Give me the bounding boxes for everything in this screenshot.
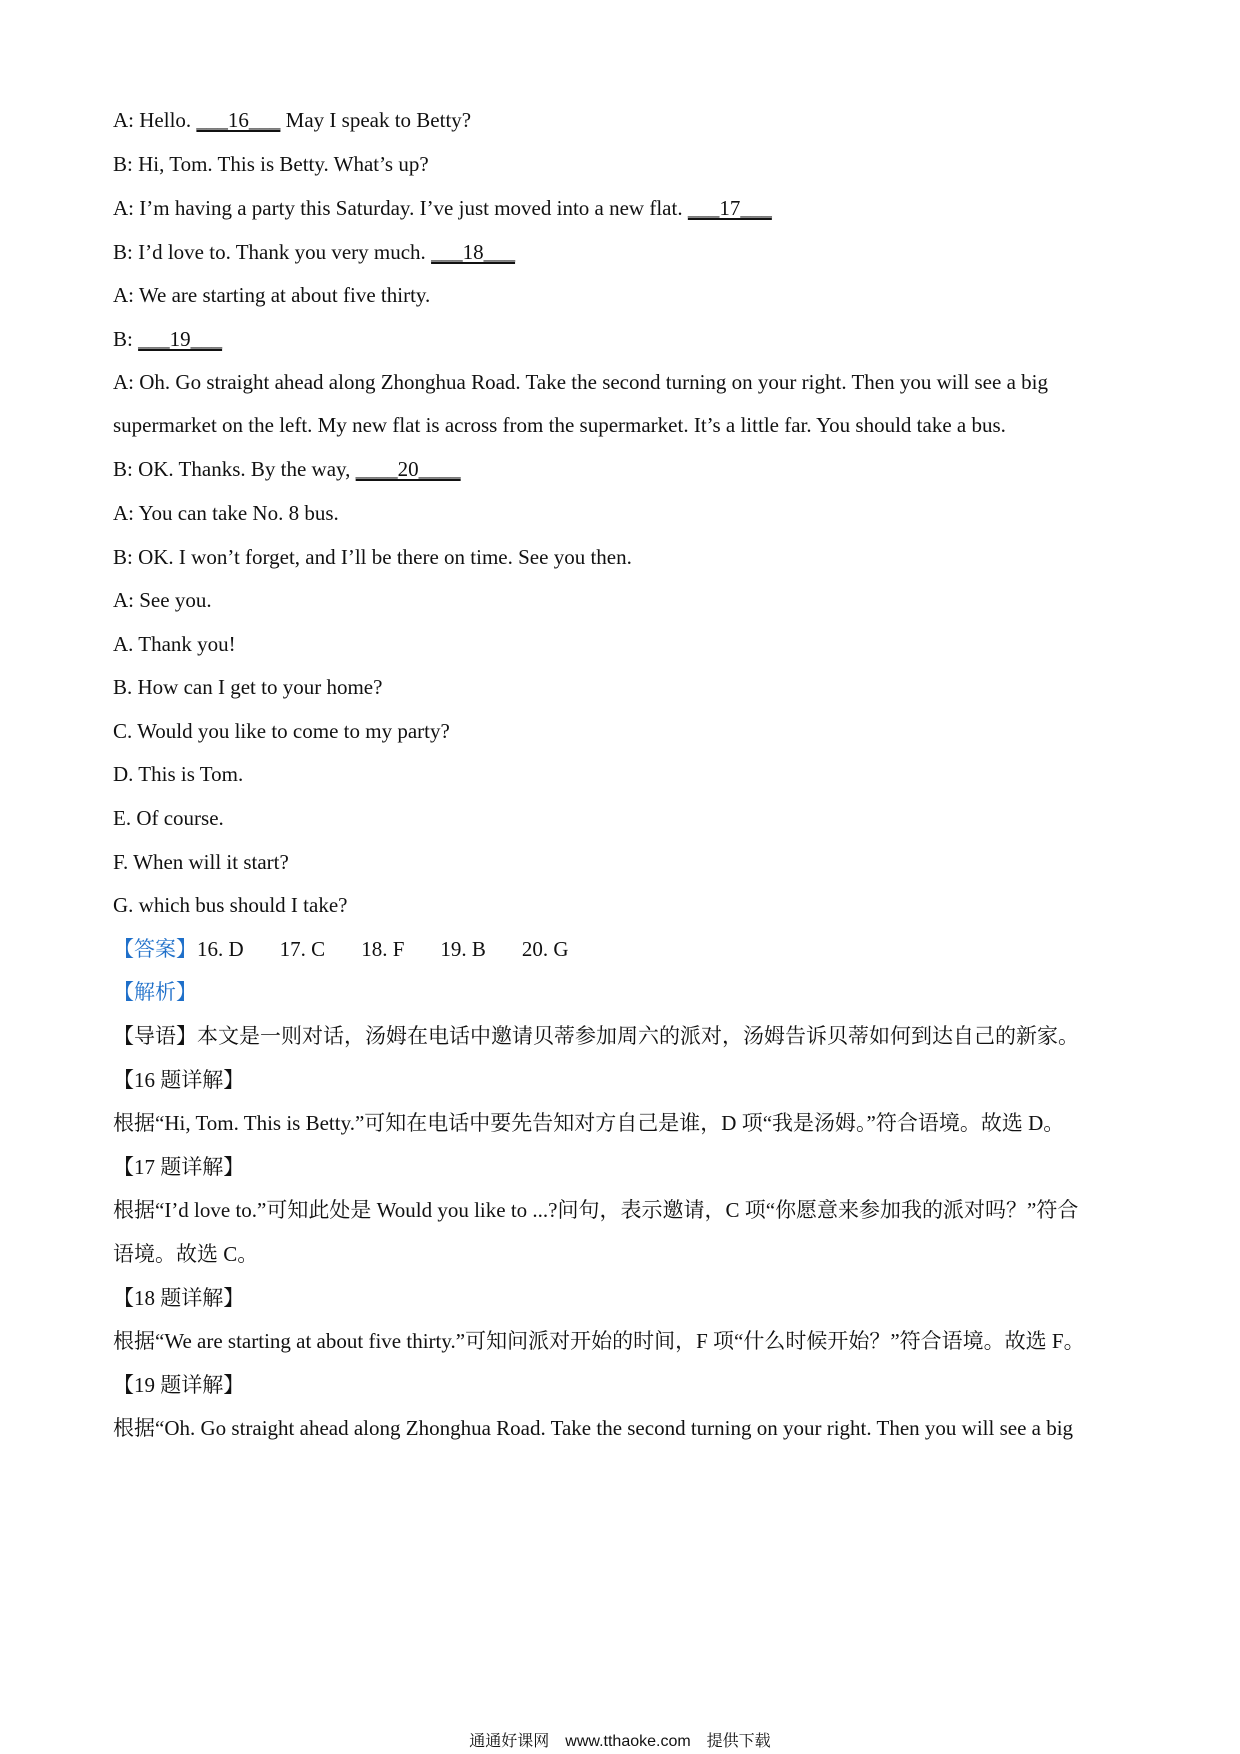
q19-heading: 【19 题详解】 (113, 1373, 245, 1397)
dialogue-line-18 (113, 238, 1133, 266)
dialogue-line-2: B: Hi, Tom. This is Betty. What’s up? (113, 152, 429, 176)
option-b: B. How can I get to your home? (113, 675, 383, 699)
analysis-heading (113, 978, 1133, 1006)
option-d: D. This is Tom. (113, 762, 244, 786)
q18-heading: 【18 题详解】 (113, 1286, 245, 1310)
dialogue-text: A: Hello. (113, 108, 197, 132)
blank-19: ___19___ (138, 327, 223, 351)
dialogue-text: B: I’d love to. Thank you very much. (113, 240, 432, 264)
blank-17: ___17___ (687, 196, 772, 220)
q17-heading: 【17 题详解】 (113, 1155, 245, 1179)
dialogue-line-5: A: We are starting at about five thirty. (113, 283, 431, 307)
answer-19: 19. B (440, 937, 486, 961)
blank-16: ___16___ (196, 108, 281, 132)
option-e: E. Of course. (113, 806, 224, 830)
option-f: F. When will it start? (113, 850, 289, 874)
analysis-tag: 【解析】 (113, 980, 197, 1004)
option-a: A. Thank you! (113, 632, 236, 656)
guide-text: 【导语】本文是一则对话，汤姆在电话中邀请贝蒂参加周六的派对，汤姆告诉贝蒂如何到达自己的新家。 (113, 1024, 1079, 1048)
dialogue-text: B: OK. Thanks. By the way, (113, 457, 356, 481)
option-g: G. which bus should I take? (113, 893, 348, 917)
q17-explanation-line2: 语境。故选 C。 (113, 1242, 259, 1266)
dialogue-line-8: supermarket on the left. My new flat is across from the supermarket. It’s a little far. You should take a bus. (113, 413, 1006, 437)
dialogue-line-20 (113, 455, 1133, 483)
dialogue-line-12: A: See you. (113, 588, 212, 612)
dialogue-line-7: A: Oh. Go straight ahead along Zhonghua Road. Take the second turning on your right. Then you will see a big (113, 370, 1048, 394)
dialogue-text: A: I’m having a party this Saturday. I’ve just moved into a new flat. (113, 196, 688, 220)
dialogue-line-17 (113, 194, 1133, 222)
dialogue-line-16 (113, 106, 1133, 134)
dialogue-line-11: B: OK. I won’t forget, and I’ll be there on time. See you then. (113, 545, 632, 569)
q16-heading: 【16 题详解】 (113, 1068, 245, 1092)
q16-explanation: 根据“Hi, Tom. This is Betty.”可知在电话中要先告知对方自己是谁，D 项“我是汤姆。”符合语境。故选 D。 (113, 1111, 1065, 1135)
dialogue-text: B: (113, 327, 139, 351)
blank-20: ____20____ (355, 457, 461, 481)
q17-explanation-line1: 根据“I’d love to.”可知此处是 Would you like to ...?问句，表示邀请，C 项“你愿意来参加我的派对吗？”符合 (113, 1198, 1079, 1222)
answer-16: 16. D (197, 937, 244, 961)
answer-line (113, 935, 1133, 963)
answer-18: 18. F (361, 937, 405, 961)
q18-explanation: 根据“We are starting at about five thirty.”可知问派对开始的时间，F 项“什么时候开始？”符合语境。故选 F。 (113, 1329, 1085, 1353)
footer-text: 通通好课网 www.tthaoke.com 提供下载 (469, 1733, 771, 1750)
option-c: C. Would you like to come to my party? (113, 719, 450, 743)
blank-18: ___18___ (431, 240, 516, 264)
answer-tag: 【答案】 (113, 937, 197, 961)
dialogue-line-19 (113, 325, 1133, 353)
dialogue-text: May I speak to Betty? (280, 108, 472, 132)
answer-17: 17. C (279, 937, 326, 961)
dialogue-line-10: A: You can take No. 8 bus. (113, 501, 339, 525)
answer-20: 20. G (521, 937, 569, 961)
q19-explanation: 根据“Oh. Go straight ahead along Zhonghua Road. Take the second turning on your right. Then you will see a big (113, 1416, 1074, 1440)
